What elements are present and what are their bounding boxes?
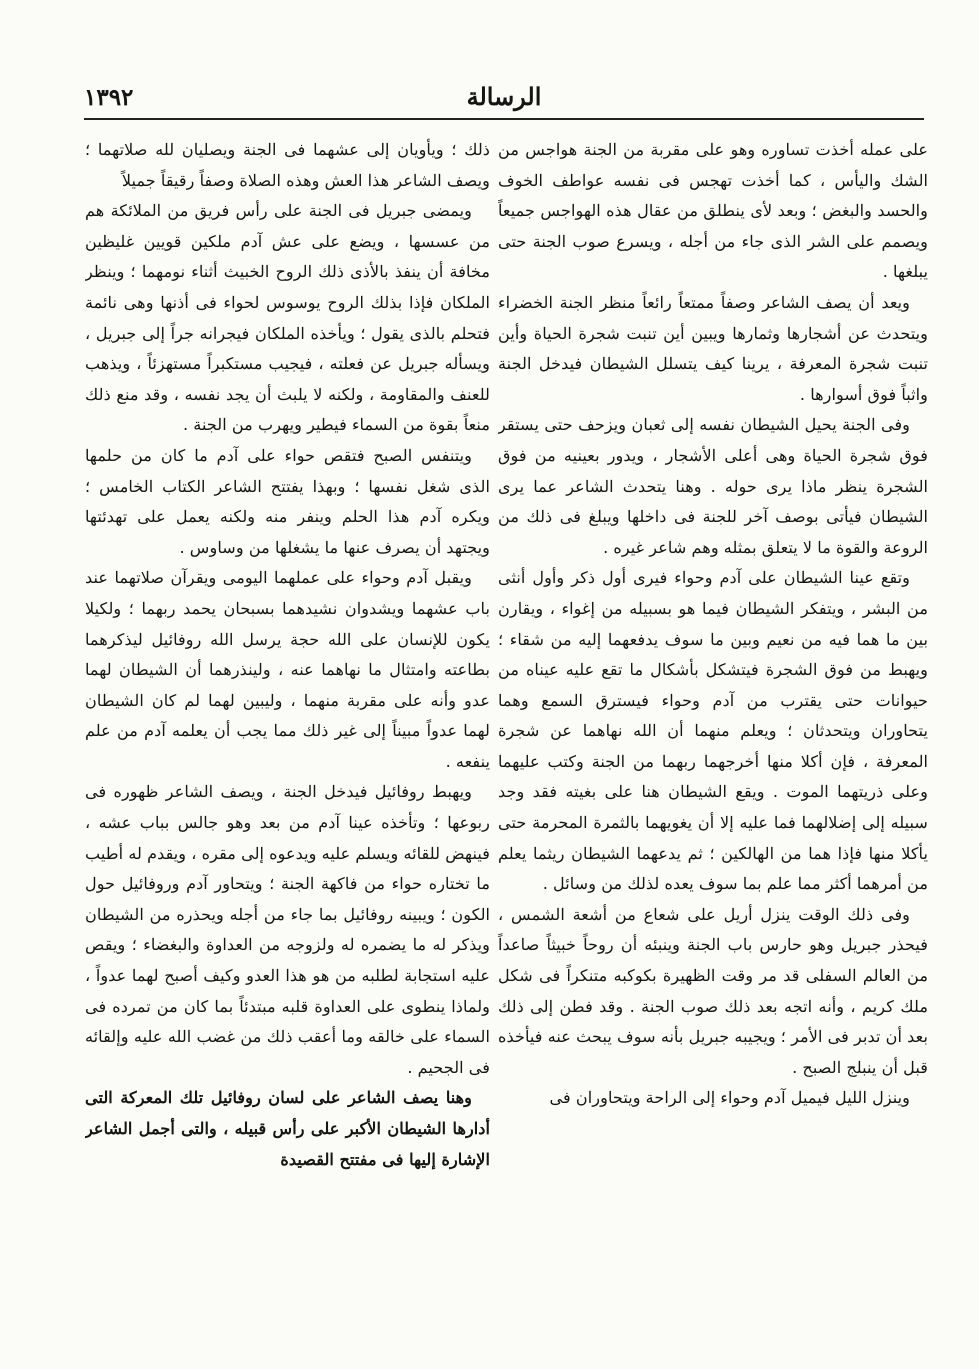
paragraph: على عمله أخذت تساوره وهو على مقربة من الجنة هواجس من الشك واليأس ، كما أخذت تهجس فى نفسه عواطف الخوف والحسد والبغض ؛ وبعد لأى ينطلق من عقال هذه الهواجس جميعاً ويصمم على الشر الذى جاء من أجله ، ويسرع صوب الجنة حتى يبلغها . bbox=[498, 140, 928, 282]
journal-title: الرسالة bbox=[466, 82, 542, 111]
paragraph: وتقع عينا الشيطان على آدم وحواء فيرى أول ذكر وأول أنثى من البشر ، ويتفكر الشيطان فيما هو بسبيله من إغواء ، ويقارن بين ما هما فيه من نعيم وبين ما سوف يدفعهما إليه من شقاء ؛ ويهبط من فوق الشجرة فيتشكل بأشكال ما تقع عليه عيناه من حيوانات حتى يقترب من آدم وحواء فيسترق السمع وهما يتحاوران ويتحدثان ؛ ويعلم منهما أن الله نهاهما عن شجرة المعرفة ، فإن أكلا منها أخرجهما ربهما من الجنة وكتب عليهما وعلى ذريتهما الموت . ويقع الشيطان هنا على بغيته فقد وجد سبيله إلى إضلالهما فما عليه إلا أن يغويهما بالثمرة المحرمة حتى يأكلا منها فإذا هما من الهالكين ؛ ثم يدعهما الشيطان ريثما يعلم من أمرهما أكثر مما علم بما سوف يعده لذلك من وسائل . bbox=[498, 568, 928, 894]
paragraph: ويعد أن يصف الشاعر وصفاً ممتعاً رائعاً منظر الجنة الخضراء ويتحدث عن أشجارها وثمارها ويبين أين تنبت شجرة الحياة وأين تنبت شجرة المعرفة ، يرينا كيف يتسلل الشيطان فيدخل الجنة واثباً فوق أسوارها . bbox=[498, 292, 928, 404]
paragraph: وينزل الليل فيميل آدم وحواء إلى الراحة ويتحاوران فى bbox=[549, 1088, 910, 1108]
left-column bbox=[85, 135, 490, 1360]
paragraph: ذلك ؛ ويأويان إلى عشهما فى الجنة ويصليان لله صلاتهما ؛ ويصف الشاعر هذا العش وهذه الصلاة وصفاً رقيقاً جميلاً bbox=[85, 140, 490, 190]
page-number: ١٣٩٢ bbox=[84, 84, 134, 111]
paragraph: وفى ذلك الوقت ينزل أريل على شعاع من أشعة الشمس ، فيحذر جبريل وهو حارس باب الجنة وينبئه أن روحاً خبيثاً صاعداً من العالم السفلى قد مر وقت الظهيرة بكوكبه متنكراً فى شكل ملك كريم ، وأنه اتجه بعد ذلك صوب الجنة . وقد فطن إلى ذلك بعد أن تدبر فى الأمر ؛ ويجيبه جبريل بأنه سوف يبحث عنه فيأخذه قبل أن ينبلج الصبح . bbox=[498, 904, 928, 1077]
paragraph: ويتنفس الصبح فتقص حواء على آدم ما كان من حلمها الذى شغل نفسها ؛ وبهذا يفتتح الشاعر الكتاب الخامس ؛ ويكره آدم هذا الحلم وينفر منه ولكنه يعمل على تهدئتها ويجتهد أن يصرف عنها ما يشغلها من وساوس . bbox=[85, 445, 490, 557]
paragraph: ويهبط روفائيل فيدخل الجنة ، ويصف الشاعر ظهوره فى ربوعها ؛ وتأخذه عينا آدم من بعد وهو جالس بباب عشه ، فينهض للقائه ويسلم عليه ويدعوه إلى مقره ، ويقدم له أطيب ما تختاره حواء من فاكهة الجنة ؛ ويتحاور آدم وروفائيل حول الكون ؛ ويبينه روفائيل بما جاء من أجله ويحذره من الشيطان ويذكر له ما يضمره له ولزوجه من العداوة والبغضاء ؛ ويقص عليه استجابة لطلبه من هو هذا العدو وكيف أصبح لهما عدواً ، ولماذا ينطوى على العداوة قلبه مبتدئاً بما كان من تمرده فى السماء على خالقه وما أعقب ذلك من غضب الله عليه وإلقائه فى الجحيم . bbox=[85, 782, 490, 1077]
right-column bbox=[498, 135, 928, 1360]
paragraph: وفى الجنة يحيل الشيطان نفسه إلى ثعبان ويزحف حتى يستقر فوق شجرة الحياة وهى أعلى الأشجار ، ويدور بعينيه من فوق الشجرة ينظر ماذا يرى حوله . وهنا يتحدث الشاعر عما يرى الشيطان فيأتى بوصف آخر للجنة فى داخلها ويبلغ فى ذلك من الروعة والقوة ما لا يتعلق بمثله وهم شاعر غيره . bbox=[498, 415, 928, 557]
paragraph: ويمضى جبريل فى الجنة على رأس فريق من الملائكة هم من عسسها ، ويضع على عش آدم ملكين قويين غليظين مخافة أن ينفذ بالأذى ذلك الروح الخبيث أثناء نومهما ؛ وينظر الملكان فإذا بذلك الروح يوسوس لحواء فى أذنها وهى نائمة فتحلم بالذى يقول ؛ ويأخذه الملكان فيجرانه جراً إلى جبريل ، ويسأله جبريل عن فعلته ، فيجيب مستكبراً مستهزئاً ، ويذهب للعنف والمقاومة ، ولكنه لا يلبث أن يجد نفسه ، وقد منع ذلك منعاً بقوة من السماء فيطير ويهرب من الجنة . bbox=[85, 201, 490, 435]
paragraph: وهنا يصف الشاعر على لسان روفائيل تلك المعركة التى أدارها الشيطان الأكبر على رأس قبيله ، والتى أجمل الشاعر الإشارة إليها فى مفتتح القصيدة bbox=[85, 1088, 490, 1169]
paragraph: ويقبل آدم وحواء على عملهما اليومى ويقرآن صلاتهما عند باب عشهما ويشدوان نشيدهما بسبحان يحمد ربهما ؛ ولكيلا يكون للإنسان على الله حجة يرسل الله روفائيل ليذكرهما بطاعته وامتثال ما نهاهما عنه ، ولينذرهما أن الشيطان لهما عدو وأنه على مقربة منهما ، وليبين لهما لم كان الشيطان لهما عدواً مبيناً إلى غير ذلك مما يجب أن يعلمه آدم من علم ينفعه . bbox=[85, 568, 490, 771]
page-header bbox=[84, 82, 924, 120]
